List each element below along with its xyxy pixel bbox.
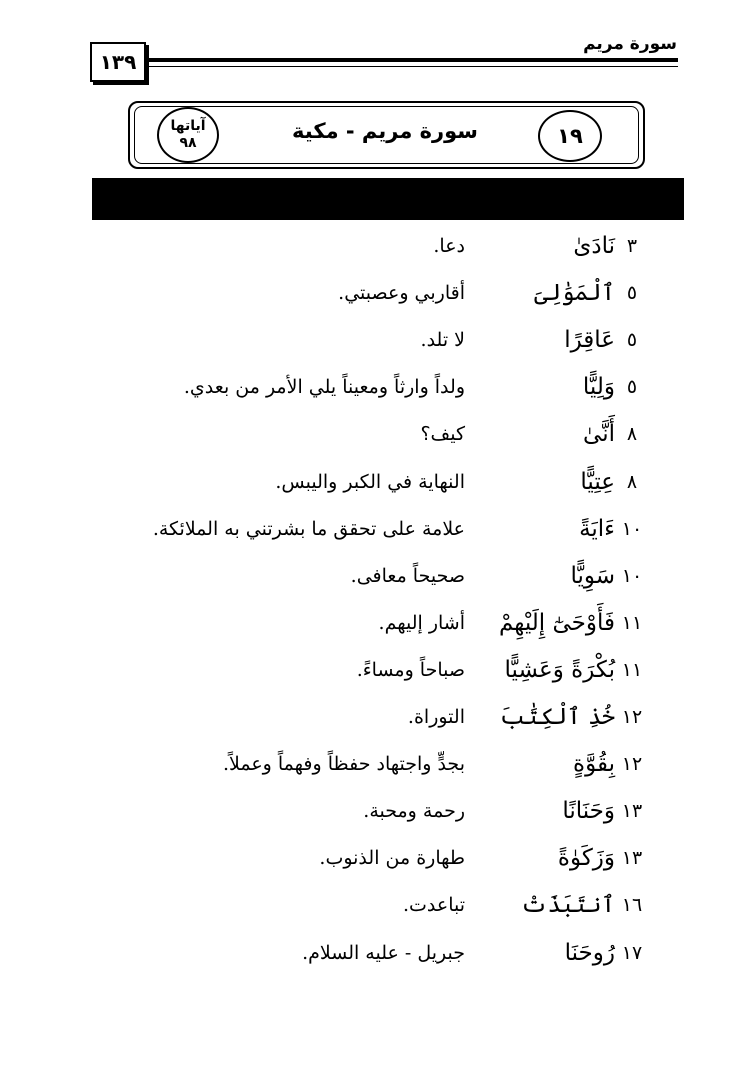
quran-word: رُوحَنَا [564, 939, 615, 966]
quran-word: وَزَكَوٰةً [557, 845, 615, 872]
glossary-row [0, 888, 755, 928]
glossary-row [0, 700, 755, 740]
verses-count: ٩٨ [179, 135, 197, 151]
glossary-row [0, 936, 755, 976]
quran-word: ءَايَةً [579, 515, 615, 542]
word-meaning: طهارة من الذنوب. [319, 847, 465, 870]
verses-count-circle [157, 107, 219, 163]
verse-number: ٣ [626, 235, 638, 257]
verse-number: ١٦ [621, 894, 643, 917]
word-meaning: صباحاً ومساءً. [356, 658, 465, 681]
glossary-row [0, 229, 755, 269]
verse-number: ٥ [626, 329, 638, 352]
verse-number: ١٢ [621, 753, 643, 776]
quran-word: خُذِ ٱلْكِتَٰبَ [499, 704, 615, 730]
verse-number: ١٧ [621, 941, 643, 964]
verse-number: ١١ [621, 611, 643, 634]
verse-number: ١٢ [621, 706, 643, 728]
verse-number: ٨ [626, 470, 638, 493]
page-number: ١٣٩ [90, 42, 146, 82]
black-band [92, 178, 684, 220]
quran-word: سَوِيًّا [570, 562, 615, 589]
quran-word: أَنَّىٰ [583, 421, 615, 448]
verse-number: ١٣ [621, 847, 643, 870]
quran-word: فَأَوْحَىٰٓ إِلَيْهِمْ [498, 609, 615, 636]
glossary-row [0, 841, 755, 881]
glossary-row [0, 747, 755, 787]
verse-number: ١٣ [621, 800, 643, 823]
quran-word: ٱلْمَوَٰلِىَ [534, 280, 615, 307]
glossary-row [0, 370, 755, 410]
glossary-row [0, 323, 755, 363]
quran-word: بِقُوَّةٍ [573, 751, 615, 778]
word-meaning: علامة على تحقق ما بشرتني به الملائكة. [152, 517, 465, 540]
word-meaning: كيف؟ [420, 423, 465, 446]
glossary-row [0, 559, 755, 599]
word-meaning: أقاربي وعصبتي. [338, 282, 465, 305]
quran-word: ٱنتَبَذَتْ [520, 892, 615, 919]
verses-label: آياتها [170, 118, 206, 134]
glossary-row [0, 512, 755, 552]
word-meaning: رحمة ومحبة. [363, 800, 465, 823]
verse-number: ٨ [626, 423, 638, 446]
word-meaning: ولداً وارثاً ومعيناً يلي الأمر من بعدي. [183, 376, 465, 399]
word-meaning: جبريل - عليه السلام. [302, 941, 465, 964]
quran-word: بُكْرَةً وَعَشِيًّا [504, 656, 615, 683]
glossary-row [0, 417, 755, 457]
word-meaning: أشار إليهم. [378, 611, 465, 634]
verse-number: ١١ [621, 658, 643, 681]
verse-number: ١٠ [621, 564, 643, 587]
quran-word: عَاقِرًا [564, 327, 615, 354]
word-meaning: دعا. [433, 235, 465, 257]
quran-word: عِتِيًّا [580, 468, 615, 495]
running-title: سورة مريم [583, 34, 677, 54]
glossary-row [0, 276, 755, 316]
glossary-row [0, 653, 755, 693]
quran-word: وَحَنَانًا [562, 798, 615, 825]
word-meaning: النهاية في الكبر واليبس. [275, 470, 465, 493]
quran-word: وَلِيًّا [582, 374, 615, 401]
verse-number: ١٠ [621, 517, 643, 540]
glossary-row [0, 794, 755, 834]
word-meaning: لا تلد. [420, 329, 465, 352]
header-rule-thick [145, 58, 678, 62]
word-meaning: تباعدت. [402, 894, 465, 917]
verse-number: ٥ [626, 376, 638, 399]
glossary-row [0, 606, 755, 646]
quran-word: نَادَىٰ [573, 233, 615, 259]
header-rule-thin [145, 66, 678, 67]
word-meaning: صحيحاً معافى. [350, 564, 465, 587]
word-meaning: التوراة. [407, 706, 465, 728]
surah-number-circle: ١٩ [538, 110, 602, 162]
glossary-row [0, 465, 755, 505]
surah-title: سورة مريم - مكية [292, 119, 478, 143]
word-meaning: بجدٍّ واجتهاد حفظاً وفهماً وعملاً. [222, 753, 465, 776]
verse-number: ٥ [626, 282, 638, 305]
